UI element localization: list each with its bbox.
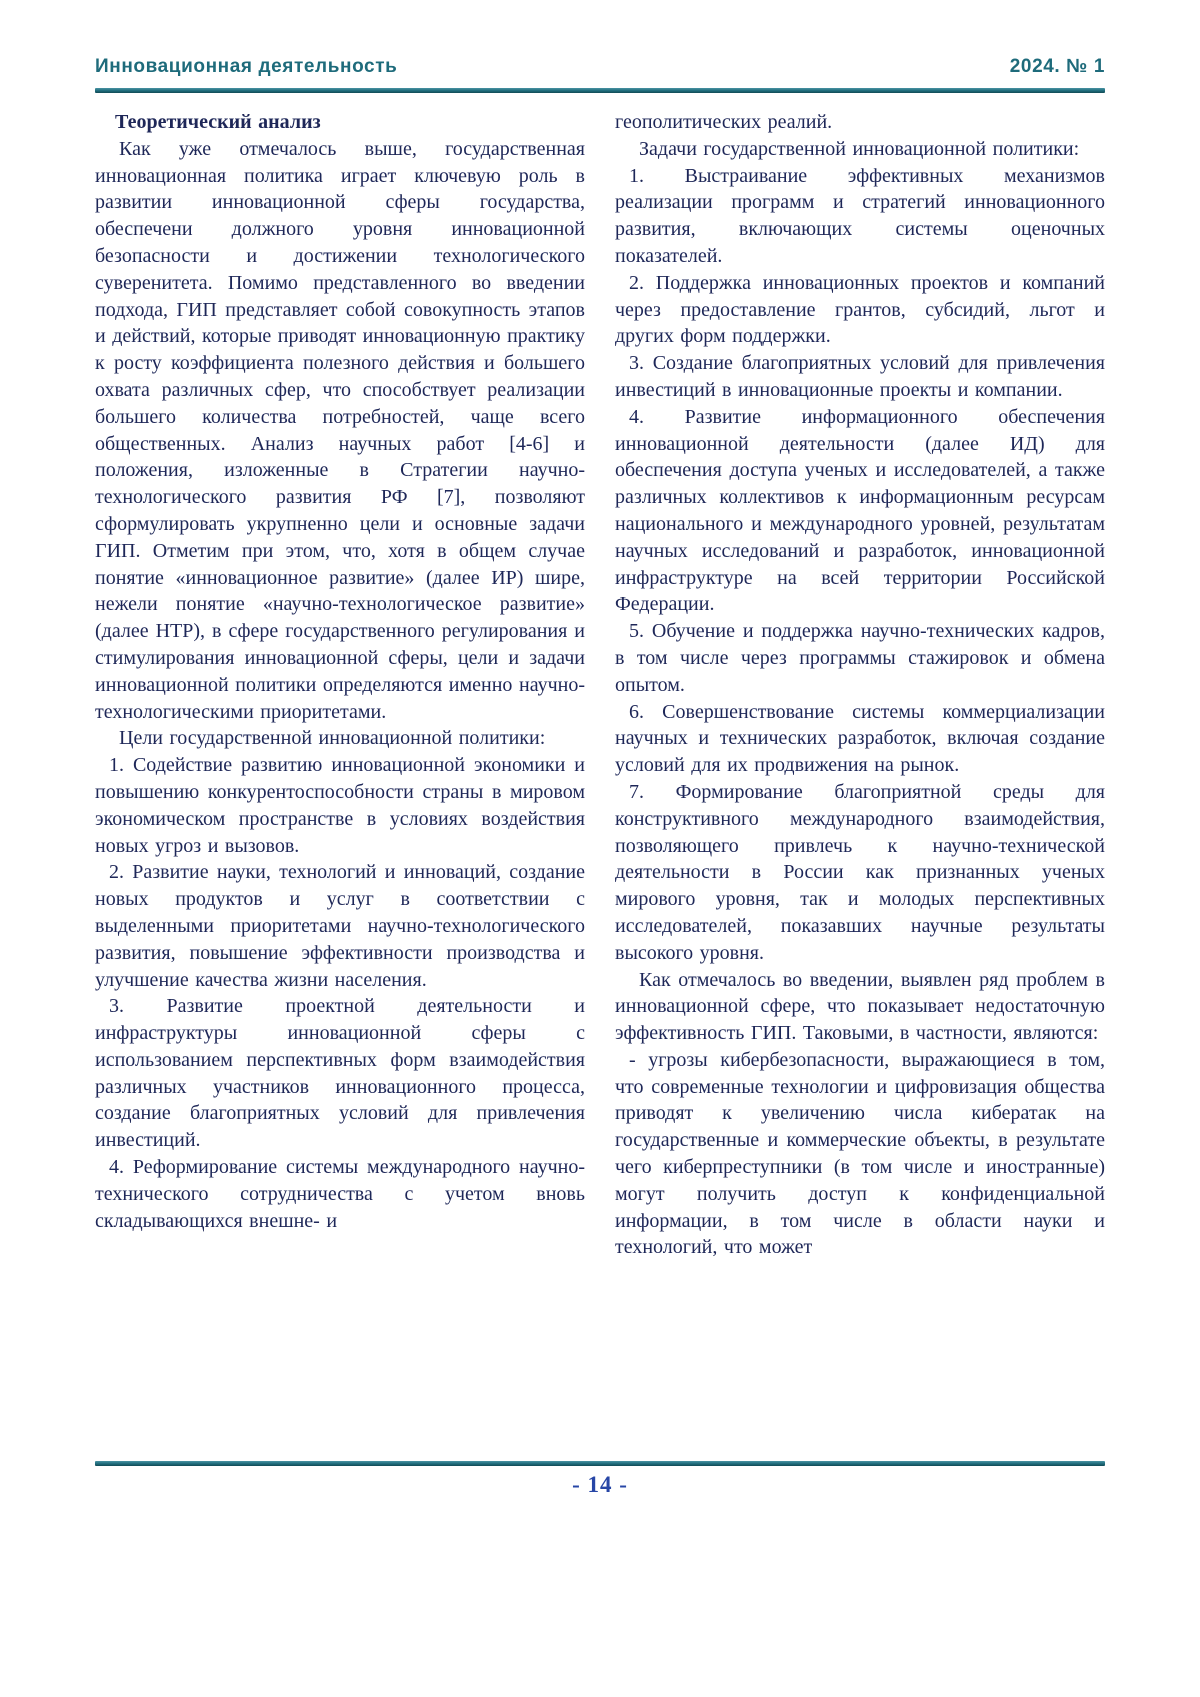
paragraph: Задачи государственной инновационной политики: xyxy=(639,137,1080,160)
list-item: 3. Развитие проектной деятельности и инфраструктуры инновационной сферы с использованием перспективных форм взаимодействия различных участников инновационного процесса, создание благоприятных условий для привлечения инвестиций. xyxy=(95,995,585,1152)
list-item: 1. Содействие развитию инновационной экономики и повышению конкурентоспособности страны в мировом экономическом пространстве в условиях воздействия новых угроз и вызовов. xyxy=(95,754,585,857)
list-item: 4. Реформирование системы международного научно-технического сотрудничества с учетом вновь складывающихся внешне- и xyxy=(95,1156,585,1232)
issue-label: 2024. № 1 xyxy=(1009,56,1105,77)
list-item: 2. Поддержка инновационных проектов и компаний через предоставление грантов, субсидий, льгот и других форм поддержки. xyxy=(615,271,1105,348)
footer-rule xyxy=(95,1461,1105,1466)
list-item: 3. Создание благоприятных условий для привлечения инвестиций в инновационные проекты и компании. xyxy=(615,352,1105,401)
page-header xyxy=(95,56,1105,78)
bullet-item: - угрозы кибербезопасности, выражающиеся в том, что современные технологии и цифровизация общества приводят к увеличению числа кибератак на государственные и коммерческие объекты, в результате чего киберпреступники (в том числе и иностранные) могут получить доступ к конфиденциальной информации, в том числе в области науки и технологий, что может xyxy=(615,1048,1105,1259)
right-column xyxy=(615,109,1105,1455)
header-rule xyxy=(95,88,1105,93)
list-item: 1. Выстраивание эффективных механизмов реализации программ и стратегий инновационного развития, включающих системы оценочных показателей. xyxy=(615,164,1105,267)
paragraph: Как уже отмечалось выше, государственная инновационная политика играет ключевую роль в развитии инновационной сферы государства, обеспечени должного уровня инновационной безопасности и достижении технологического суверенитета. Помимо представленного во введении подхода, ГИП представляет собой совокупность этапов и действий, которые приводят инновационную практику к росту коэффициента полезного действия и большего охвата различных сфер, что способствует реализации большего количества потребностей, чаще всего общественных. Анализ научных работ [4-6] и положения, изложенные в Стратегии научно-технологического развития РФ [7], позволяют сформулировать укрупненно цели и основные задачи ГИП. Отметим при этом, что, хотя в общем случае понятие «инновационное развитие» (далее ИР) шире, нежели понятие «научно-технологическое развитие» (далее НТР), в сфере государственного регулирования и стимулирования инновационной сферы, цели и задачи инновационной политики определяются именно научно-технологическими приоритетами. xyxy=(95,137,585,723)
list-item: 5. Обучение и поддержка научно-технических кадров, в том числе через программы стажировок и обмена опытом. xyxy=(615,620,1105,696)
page-number: - 14 - xyxy=(572,1472,628,1497)
paragraph: Как отмечалось во введении, выявлен ряд проблем в инновационной сфере, что показывает недостаточную эффективность ГИП. Таковыми, в частности, являются: xyxy=(615,968,1105,1045)
left-column xyxy=(95,109,585,1455)
list-item: 4. Развитие информационного обеспечения инновационной деятельности (далее ИД) для обеспечения доступа ученых и исследователей, а также различных коллективов к информационным ресурсам национального и международного уровней, результатам научных исследований и разработок, инновационной инфраструктуре на всей территории Российской Федерации. xyxy=(615,405,1105,616)
paragraph-continuation: геополитических реалий. xyxy=(615,111,833,133)
section-heading: Теоретический анализ xyxy=(115,111,321,133)
paragraph: Цели государственной инновационной политики: xyxy=(119,727,546,750)
page-footer xyxy=(95,1472,1105,1498)
list-item: 2. Развитие науки, технологий и инноваций, создание новых продуктов и услуг в соответствии с выделенными приоритетами научно-технологического развития, повышение эффективности производства и улучшение качества жизни населения. xyxy=(95,861,585,991)
article-body xyxy=(95,109,1105,1455)
journal-title: Инновационная деятельность xyxy=(95,56,398,77)
list-item: 6. Совершенствование системы коммерциализации научных и технических разработок, включая создание условий для их продвижения на рынок. xyxy=(615,700,1105,777)
list-item: 7. Формирование благоприятной среды для конструктивного международного взаимодействия, позволяющего привлечь к научно-технической деятельности в России как признанных ученых мирового уровня, так и молодых перспективных исследователей, показавших научные результаты высокого уровня. xyxy=(615,780,1105,964)
